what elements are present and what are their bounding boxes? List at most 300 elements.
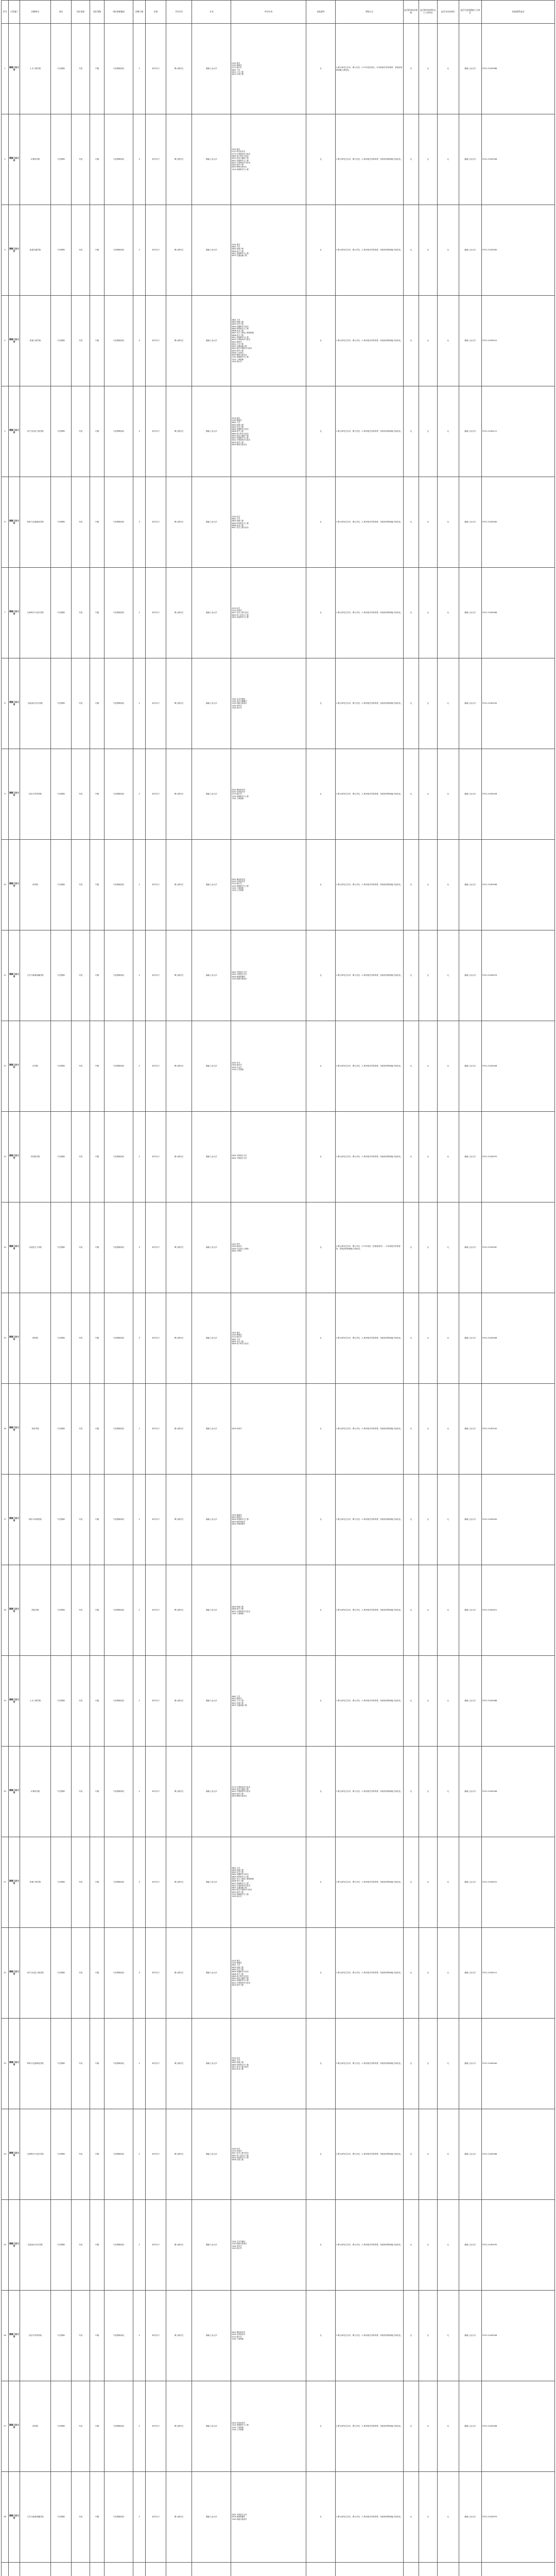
cell-school: 材料与先进制造学院 <box>20 477 51 568</box>
cell-dir: 无 <box>437 2472 459 2563</box>
cell-post: 专任教师 <box>51 749 72 840</box>
cell-no: 11 <box>2 930 9 1021</box>
cell-edu: 博士研究生 <box>166 1837 192 1928</box>
cell-post: 专任教师 <box>51 1021 72 1112</box>
cell-school: 体育学院 <box>20 1384 51 1475</box>
cell-cls: 专技 <box>72 930 90 1021</box>
cell-post: 专任教师 <box>51 1928 72 2019</box>
cell-exp: 无 <box>306 1293 335 1384</box>
cell-exp: 无 <box>419 1293 437 1384</box>
cell-cert: 无 <box>403 1565 419 1656</box>
cell-dept: 湖南工业大学 <box>9 1112 20 1202</box>
cell-cert <box>403 2563 419 2576</box>
cell-age: 35岁以下 <box>146 1928 166 2019</box>
cell-age: 35岁以下 <box>146 1837 166 1928</box>
cell-major: 0403 体育学 <box>231 1384 306 1475</box>
cell-level: 中级 <box>90 477 105 568</box>
table-row <box>2 1656 555 1747</box>
cell-urgent: 湖南工业大学 <box>459 114 481 205</box>
cell-desc: 专任教师岗位 <box>105 24 133 114</box>
cell-req: 1.博士研究生学历、博士学位；2.具有相关学科背景、有较好的科研能力者优先。 <box>335 840 403 930</box>
cell-cert: 无 <box>403 749 419 840</box>
recruitment-table <box>1 0 555 2576</box>
cell-exp: 无 <box>419 1837 437 1928</box>
cell-req: 1.博士研究生学历、博士学位；2.具有相关学科背景、有较好的科研能力者优先。 <box>335 477 403 568</box>
cell-unit: 湖南工业大学 <box>192 114 231 205</box>
cell-major: 0703 化学 0710 生物学 0817 化学工程与技术 0822 轻工技术与工程 0832 食品科学与工程 <box>231 568 306 658</box>
cell-req: 1.博士研究生学历、博士学位；2.具有相关学科背景、有较好的科研能力者优先。 <box>335 749 403 840</box>
cell-edu: 博士研究生 <box>166 2109 192 2200</box>
table-row <box>2 1565 555 1656</box>
cell-dir: 无 <box>437 386 459 477</box>
cell-urgent: 湖南工业大学 <box>459 1112 481 1202</box>
header-cell: 是否为定向岗位 <box>437 1 459 24</box>
cell-no: 10 <box>2 840 9 930</box>
cell-cls: 专技 <box>72 1747 90 1837</box>
cell-major: 1301 艺术学理论 1302 音乐与舞蹈学 1303 戏剧与影视学 1304 美术学 1305 设计学 <box>231 658 306 749</box>
cell-unit: 湖南工业大学 <box>192 1656 231 1747</box>
cell-major: 0775 计算机科学与技术 0810 信息与通信工程 0812 计算机科学与技术 0835 软件工程 0839 网络空间安全 <box>231 1747 306 1837</box>
cell-cls: 专技 <box>72 2291 90 2381</box>
cell-cert: 无 <box>403 114 419 205</box>
cell-tel: 0731-22183079 <box>481 930 554 1021</box>
header-cell: 岗位等级 <box>90 1 105 24</box>
header-cell: 招聘人数 <box>133 1 146 24</box>
cell-school: 文学与新闻传播学院 <box>20 2472 51 2563</box>
cell-urgent: 湖南工业大学 <box>459 2109 481 2200</box>
cell-cls: 专技 <box>72 1837 90 1928</box>
cell-exp: 无 <box>306 2291 335 2381</box>
cell-exp <box>306 2563 335 2576</box>
cell-dept: 湖南工业大学 <box>9 1475 20 1565</box>
cell-major: 0703 化学 0801 力学 0802 机械工程 0805 材料科学与工程 0817 化学工程与技术 0819 矿业工程 <box>231 2019 306 2109</box>
table-row <box>2 1384 555 1475</box>
cell-exp: 无 <box>419 114 437 205</box>
table-row <box>2 840 555 930</box>
cell-desc: 专任教师岗位 <box>105 1475 133 1565</box>
cell-exp: 无 <box>419 2200 437 2291</box>
cell-urgent: 湖南工业大学 <box>459 1202 481 1293</box>
cell-major <box>231 2563 306 2576</box>
cell-school: 马克思主义学院 <box>20 1202 51 1293</box>
cell-exp: 无 <box>306 2200 335 2291</box>
cell-edu: 博士研究生 <box>166 2019 192 2109</box>
cell-post: 专任教师 <box>51 2019 72 2109</box>
cell-dir: 无 <box>437 2200 459 2291</box>
cell-major: 0701 数学 0702 物理学 0801 力学 0802 机械工程 0803 光学工程 0804 仪器科学与技术 0808 电气工程 0809 电子科学与技术 0810 信息与通信工程 0811 控制科学与工程 0812 计算机科学与技术 0835 软件工程 <box>231 1928 306 2019</box>
table-row <box>2 296 555 386</box>
cell-cert: 无 <box>403 930 419 1021</box>
cell-num: 3 <box>133 1293 146 1384</box>
table-row <box>2 1202 555 1293</box>
cell-unit: 湖南工业大学 <box>192 477 231 568</box>
cell-post: 专任教师 <box>51 477 72 568</box>
cell-no: 6 <box>2 477 9 568</box>
cell-no: 20 <box>2 1747 9 1837</box>
table-row <box>2 1837 555 1928</box>
cell-unit: 湖南工业大学 <box>192 1928 231 2019</box>
cell-tel: 0731-22183111 <box>481 1928 554 2019</box>
cell-dept: 湖南工业大学 <box>9 568 20 658</box>
cell-age: 35岁以下 <box>146 114 166 205</box>
cell-age: 35岁以下 <box>146 2019 166 2109</box>
cell-num: 2 <box>133 1475 146 1565</box>
cell-unit: 湖南工业大学 <box>192 658 231 749</box>
cell-desc: 专任教师岗位 <box>105 1112 133 1202</box>
cell-exp: 无 <box>306 1837 335 1928</box>
cell-school: 文学与新闻传播学院 <box>20 930 51 1021</box>
table-header <box>2 1 555 24</box>
cell-post: 专任教师 <box>51 2291 72 2381</box>
cell-no: 27 <box>2 2381 9 2472</box>
cell-level: 中级 <box>90 2472 105 2563</box>
cell-exp: 无 <box>306 1021 335 1112</box>
cell-tel: 0731-22183079 <box>481 2472 554 2563</box>
cell-age: 35岁以下 <box>146 1112 166 1202</box>
cell-major: 0201 理论经济学 0202 应用经济学 0714 统计学 1201 管理科学与工程 1202 工商管理 1204 公共管理 <box>231 840 306 930</box>
cell-edu: 博士研究生 <box>166 2200 192 2291</box>
cell-cls: 专技 <box>72 2019 90 2109</box>
cell-post: 专任教师 <box>51 1656 72 1747</box>
cell-dir: 无 <box>437 24 459 114</box>
cell-cert: 无 <box>403 24 419 114</box>
cell-post: 专任教师 <box>51 568 72 658</box>
cell-exp: 无 <box>306 2472 335 2563</box>
cell-exp: 无 <box>419 1928 437 2019</box>
cell-req: 1.博士研究生学历、博士学位；2.具有相关学科背景、有较好的科研能力者优先。 <box>335 1565 403 1656</box>
cell-level: 中级 <box>90 2109 105 2200</box>
cell-cert: 无 <box>403 840 419 930</box>
cell-exp: 无 <box>419 749 437 840</box>
cell-edu: 博士研究生 <box>166 24 192 114</box>
cell-level: 中级 <box>90 658 105 749</box>
cell-desc: 专任教师岗位 <box>105 1928 133 2019</box>
cell-age: 35岁以下 <box>146 2381 166 2472</box>
cell-cls: 专技 <box>72 205 90 296</box>
cell-num: 3 <box>133 1928 146 2019</box>
cell-no: 15 <box>2 1293 9 1384</box>
cell-dept: 湖南工业大学 <box>9 1384 20 1475</box>
cell-dir: 无 <box>437 2109 459 2200</box>
cell-post: 专任教师 <box>51 1293 72 1384</box>
cell-num: 2 <box>133 2109 146 2200</box>
cell-dept: 湖南工业大学 <box>9 114 20 205</box>
cell-req: 1.博士研究生学历、博士学位；2.具有相关学科背景、有较好的科研能力者优先。 <box>335 2291 403 2381</box>
cell-dept: 湖南工业大学 <box>9 1747 20 1837</box>
cell-post: 专任教师 <box>51 1565 72 1656</box>
cell-urgent: 湖南工业大学 <box>459 1475 481 1565</box>
cell-edu: 博士研究生 <box>166 1293 192 1384</box>
cell-major: 0501 中国语言文学 0502 外国语言文学 0503 新闻传播学 1303 戏剧与影视学 <box>231 930 306 1021</box>
cell-num: 2 <box>133 749 146 840</box>
cell-exp: 无 <box>419 2109 437 2200</box>
cell-req: 1.博士研究生学历、博士学位；2.具有相关学科背景、有较好的科研能力者优先。 <box>335 930 403 1021</box>
cell-school: 电气与信息工程学院 <box>20 386 51 477</box>
cell-req: 1.博士研究生学历、博士学位；2.具有相关学科背景、有较好的科研能力者优先。 <box>335 1293 403 1384</box>
cell-edu: 博士研究生 <box>166 749 192 840</box>
cell-urgent: 湖南工业大学 <box>459 1021 481 1112</box>
cell-num <box>133 2563 146 2576</box>
cell-req: 1.博士研究生学历、博士学位；2.中共党员优先；3.具有相关学科背景、有较好的科研能力者优先。 <box>335 24 403 114</box>
cell-num: 1 <box>133 1384 146 1475</box>
cell-edu: 博士研究生 <box>166 658 192 749</box>
cell-unit: 湖南工业大学 <box>192 1837 231 1928</box>
cell-school: 生命科学与化学学院 <box>20 2109 51 2200</box>
table-row <box>2 568 555 658</box>
table-row <box>2 1021 555 1112</box>
cell-age: 35岁以下 <box>146 386 166 477</box>
cell-level: 中级 <box>90 1475 105 1565</box>
cell-tel: 0731-22183168 <box>481 840 554 930</box>
cell-cls: 专技 <box>72 24 90 114</box>
cell-no: 28 <box>2 2472 9 2563</box>
cell-exp: 无 <box>306 1384 335 1475</box>
cell-exp: 无 <box>419 1202 437 1293</box>
header-cell: 考核方式 <box>335 1 403 24</box>
cell-level: 中级 <box>90 930 105 1021</box>
table-row <box>2 658 555 749</box>
cell-cert: 无 <box>403 2291 419 2381</box>
cell-exp: 无 <box>419 1475 437 1565</box>
cell-cls: 专技 <box>72 114 90 205</box>
cell-desc: 专任教师岗位 <box>105 1747 133 1837</box>
cell-post: 专任教师 <box>51 1837 72 1928</box>
cell-age: 35岁以下 <box>146 568 166 658</box>
cell-desc: 专任教师岗位 <box>105 2381 133 2472</box>
cell-major: 0701 数学 0702 物理学 0714 统计学 0801 力学 0803 光学工程 0809 电子科学与技术 <box>231 1293 306 1384</box>
cell-dir: 无 <box>437 840 459 930</box>
cell-edu: 博士研究生 <box>166 2291 192 2381</box>
cell-num: 3 <box>133 114 146 205</box>
header-cell: 所学专业 <box>231 1 306 24</box>
cell-major: 0701 数学 0712 科学技术史 0775 计算机科学与技术 0809 电子科学与技术 0810 信息与通信工程 0811 控制科学与工程 0812 计算机科学与技术 0835 软件工程 0839 网络空间安全 1201 管理科学与工程 <box>231 114 306 205</box>
cell-desc: 专任教师岗位 <box>105 205 133 296</box>
cell-exp: 无 <box>306 114 335 205</box>
cell-cert: 无 <box>403 1202 419 1293</box>
cell-desc: 专任教师岗位 <box>105 1656 133 1747</box>
cell-age: 35岁以下 <box>146 477 166 568</box>
cell-no: 5 <box>2 386 9 477</box>
cell-exp: 无 <box>306 296 335 386</box>
cell-urgent: 湖南工业大学 <box>459 2381 481 2472</box>
cell-age: 35岁以下 <box>146 658 166 749</box>
cell-major: 0502 外国语言文学 0501 中国语言文学 <box>231 1112 306 1202</box>
cell-tel: 0731-22183258 <box>481 2291 554 2381</box>
cell-dept: 湖南工业大学 <box>9 930 20 1021</box>
cell-cert: 无 <box>403 658 419 749</box>
cell-urgent: 湖南工业大学 <box>459 1747 481 1837</box>
cell-req: 1.博士研究生学历、博士学位；2.具有相关学科背景、有较好的科研能力者优先。 <box>335 1475 403 1565</box>
cell-exp: 无 <box>306 1656 335 1747</box>
cell-cls: 专技 <box>72 1565 90 1656</box>
cell-cert: 无 <box>403 1475 419 1565</box>
cell-unit: 湖南工业大学 <box>192 205 231 296</box>
cell-post <box>51 2563 72 2576</box>
cell-level: 中级 <box>90 1656 105 1747</box>
cell-exp: 无 <box>306 2381 335 2472</box>
cell-num: 2 <box>133 2019 146 2109</box>
cell-exp: 无 <box>419 568 437 658</box>
cell-cls: 专技 <box>72 1475 90 1565</box>
cell-dir: 无 <box>437 1384 459 1475</box>
cell-post: 专任教师 <box>51 2109 72 2200</box>
cell-no: 14 <box>2 1202 9 1293</box>
table-row <box>2 749 555 840</box>
cell-age: 35岁以下 <box>146 1656 166 1747</box>
cell-major: 0801 力学 0802 机械工程 0803 光学工程 0804 仪器科学与技术 0805 材料科学与工程 0806 冶金工程 0807 动力工程及工程热物理 0808 电气工程 0811 控制科学与工程 0812 计算机科学与技术 0813 建筑学 0814 土木工程 0823 交通运输工程 0825 航空宇航科学与技术 0835 软件工程 0838 公安技术 0839 网络空间安全 1201 管理科学与工程 1202 工商管理 1305 设计学 <box>231 296 306 386</box>
cell-level: 中级 <box>90 24 105 114</box>
cell-age: 35岁以下 <box>146 749 166 840</box>
cell-urgent: 湖南工业大学 <box>459 2472 481 2563</box>
cell-urgent: 湖南工业大学 <box>459 296 481 386</box>
cell-dept: 湖南工业大学 <box>9 2472 20 2563</box>
cell-dept: 湖南工业大学 <box>9 296 20 386</box>
cell-dept: 湖南工业大学 <box>9 2381 20 2472</box>
cell-req: 1.博士研究生学历、博士学位；2.具有相关学科背景、有较好的科研能力者优先。 <box>335 2019 403 2109</box>
cell-num: 2 <box>133 2381 146 2472</box>
cell-urgent: 湖南工业大学 <box>459 568 481 658</box>
cell-edu: 博士研究生 <box>166 1384 192 1475</box>
header-cell: 学历学位 <box>166 1 192 24</box>
cell-edu: 博士研究生 <box>166 568 192 658</box>
cell-school: 理学院 <box>20 1293 51 1384</box>
cell-exp: 无 <box>306 1747 335 1837</box>
cell-no: 9 <box>2 749 9 840</box>
cell-cls: 专技 <box>72 840 90 930</box>
cell-no: 17 <box>2 1475 9 1565</box>
cell-no: 13 <box>2 1112 9 1202</box>
header-cell: 是否要求有两年以上工作经历 <box>419 1 437 24</box>
cell-cls: 专技 <box>72 2109 90 2200</box>
cell-cert: 无 <box>403 568 419 658</box>
cell-exp: 无 <box>419 1747 437 1837</box>
cell-school: 科技学院 <box>20 1565 51 1656</box>
table-row <box>2 477 555 568</box>
cell-tel: 0731-22183258 <box>481 749 554 840</box>
cell-num: 4 <box>133 296 146 386</box>
table-row <box>2 2291 555 2381</box>
cell-major: 0703 化学 0801 力学 0802 机械工程 0805 材料科学与工程 0806 冶金工程 0817 化学工程与技术 <box>231 477 306 568</box>
cell-tel: 0731-22183511 <box>481 1565 554 1656</box>
cell-level: 中级 <box>90 1747 105 1837</box>
cell-post: 专任教师 <box>51 296 72 386</box>
cell-dir: 无 <box>437 2291 459 2381</box>
cell-num: 2 <box>133 930 146 1021</box>
cell-dept: 湖南工业大学 <box>9 2019 20 2109</box>
cell-school: 轨道交通学院 <box>20 205 51 296</box>
cell-school: 土木工程学院 <box>20 1656 51 1747</box>
cell-no: 12 <box>2 1021 9 1112</box>
cell-urgent: 湖南工业大学 <box>459 2200 481 2291</box>
cell-num: 2 <box>133 1021 146 1112</box>
cell-no: 18 <box>2 1565 9 1656</box>
cell-cls: 专技 <box>72 568 90 658</box>
cell-num: 2 <box>133 1656 146 1747</box>
cell-desc: 专任教师岗位 <box>105 840 133 930</box>
cell-edu: 博士研究生 <box>166 114 192 205</box>
cell-school: 包装设计艺术学院 <box>20 2200 51 2291</box>
header-cell: 是否要求执业资格 <box>403 1 419 24</box>
cell-dept: 湖南工业大学 <box>9 1293 20 1384</box>
cell-dir: 无 <box>437 658 459 749</box>
cell-cert: 无 <box>403 2381 419 2472</box>
cell-dir: 无 <box>437 1928 459 2019</box>
cell-num: 3 <box>133 1202 146 1293</box>
cell-req: 1.博士研究生学历、博士学位；2.具有相关学科背景、有较好的科研能力者优先。 <box>335 296 403 386</box>
cell-cls: 专技 <box>72 386 90 477</box>
table-row <box>2 24 555 114</box>
cell-cls: 专技 <box>72 477 90 568</box>
cell-req: 1.博士研究生学历、博士学位；2.具有相关学科背景、有较好的科研能力者优先。 <box>335 114 403 205</box>
cell-level: 中级 <box>90 1202 105 1293</box>
cell-urgent: 湖南工业大学 <box>459 205 481 296</box>
cell-exp: 无 <box>306 2019 335 2109</box>
cell-age <box>146 2563 166 2576</box>
cell-num: 2 <box>133 2291 146 2381</box>
cell-cls: 专技 <box>72 296 90 386</box>
cell-post: 专任教师 <box>51 1202 72 1293</box>
cell-tel: 0731-22183195 <box>481 658 554 749</box>
cell-cert: 无 <box>403 386 419 477</box>
cell-num: 2 <box>133 1565 146 1656</box>
cell-desc: 专任教师岗位 <box>105 477 133 568</box>
cell-post: 专任教师 <box>51 114 72 205</box>
cell-unit: 湖南工业大学 <box>192 2019 231 2109</box>
cell-desc <box>105 2563 133 2576</box>
cell-tel: 0731-22183287 <box>481 1202 554 1293</box>
table-row <box>2 2109 555 2200</box>
cell-tel: 0731-22183420 <box>481 1475 554 1565</box>
header-cell: 咨询/联系电话 <box>481 1 554 24</box>
cell-edu: 博士研究生 <box>166 2472 192 2563</box>
cell-major: 0801 力学 0813 建筑学 0814 土木工程 0815 水利工程 0823 交通运输工程 <box>231 1656 306 1747</box>
cell-post: 专任教师 <box>51 205 72 296</box>
cell-no: 3 <box>2 205 9 296</box>
cell-unit: 湖南工业大学 <box>192 296 231 386</box>
cell-urgent: 湖南工业大学 <box>459 1837 481 1928</box>
cell-exp: 无 <box>306 1475 335 1565</box>
cell-desc: 专任教师岗位 <box>105 568 133 658</box>
cell-dept: 湖南工业大学 <box>9 1656 20 1747</box>
cell-school: 机械工程学院 <box>20 296 51 386</box>
cell-cert: 无 <box>403 1293 419 1384</box>
cell-no: 23 <box>2 2019 9 2109</box>
cell-school: 经济与贸易学院 <box>20 749 51 840</box>
cell-school <box>20 2563 51 2576</box>
cell-exp: 无 <box>419 1565 437 1656</box>
cell-school: 计算机学院 <box>20 1747 51 1837</box>
cell-exp: 无 <box>419 2291 437 2381</box>
cell-desc: 专任教师岗位 <box>105 930 133 1021</box>
cell-no <box>2 2563 9 2576</box>
cell-major: 0701 数学 0702 物理学 0714 统计学 0801 力学 0814 土木工程 0815 水利工程 <box>231 24 306 114</box>
cell-cls: 专技 <box>72 1293 90 1384</box>
cell-dept: 湖南工业大学 <box>9 749 20 840</box>
cell-num: 2 <box>133 1112 146 1202</box>
cell-cls <box>72 2563 90 2576</box>
cell-desc: 专任教师岗位 <box>105 1384 133 1475</box>
cell-cert: 无 <box>403 1747 419 1837</box>
cell-unit: 湖南工业大学 <box>192 1565 231 1656</box>
header-cell: 招聘单位 <box>20 1 51 24</box>
cell-num: 3 <box>133 386 146 477</box>
cell-dir: 无 <box>437 930 459 1021</box>
cell-req: 1.博士研究生学历、博士学位；2.具有相关学科背景、有较好的科研能力者优先。 <box>335 1837 403 1928</box>
cell-dept: 湖南工业大学 <box>9 1202 20 1293</box>
cell-dir: 无 <box>437 1112 459 1202</box>
cell-unit: 湖南工业大学 <box>192 2381 231 2472</box>
cell-num: 2 <box>133 24 146 114</box>
